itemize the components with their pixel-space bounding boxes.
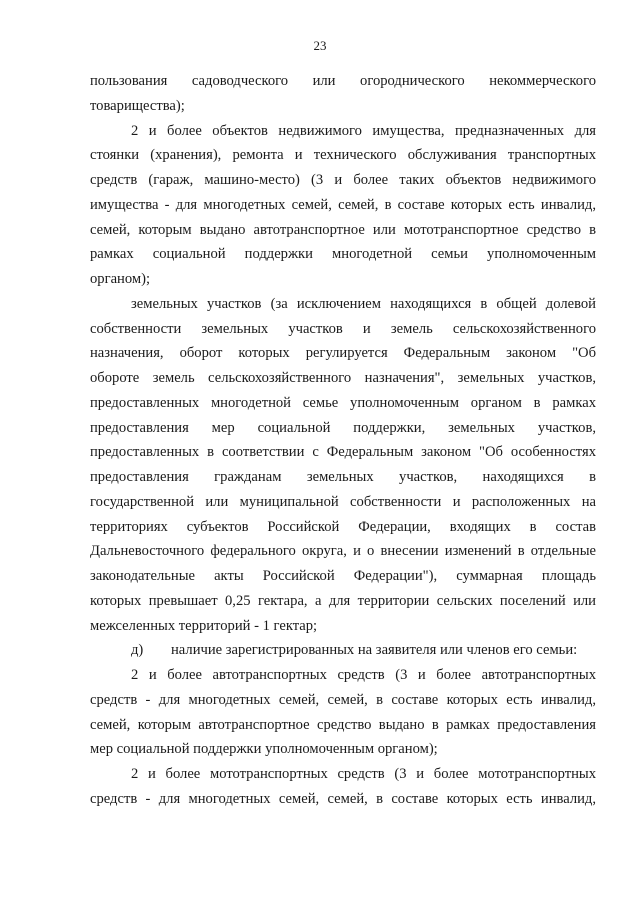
text-line: товарищества); [90, 97, 185, 114]
text-line: имущества - для многодетных семей, семей, в составе которых есть инвалид, [90, 196, 596, 213]
text-line: предоставленных многодетной семье уполномоченным органом в рамках [90, 394, 596, 411]
document-body [90, 69, 596, 812]
paragraph-garage-objects [90, 119, 596, 292]
paragraph-auto-vehicles [90, 663, 596, 762]
text-line: пользования садоводческого или огороднического некоммерческого [90, 73, 596, 89]
list-item-d [90, 638, 596, 663]
page-number: 23 [313, 38, 327, 53]
paragraph-moto-vehicles [90, 762, 596, 812]
text-line: органом); [90, 271, 151, 287]
text-line: Дальневосточного федерального округа, и о внесении изменений в отдельные [90, 543, 596, 560]
text-line [90, 638, 596, 663]
text-line: обороте земель сельскохозяйственного назначения", земельных участков, [90, 370, 596, 386]
text-line: земельных участков (за исключением находящихся в общей долевой [131, 295, 596, 312]
text-line: государственной или муниципальной собственности и расположенных на [90, 493, 596, 510]
paragraph-land-plots [90, 292, 596, 639]
text-line: стоянки (хранения), ремонта и технического обслуживания транспортных [90, 147, 596, 164]
text-line: средств - для многодетных семей, семей, в составе которых есть инвалид, [90, 790, 596, 807]
text-line: собственности земельных участков и земель сельскохозяйственного [90, 320, 596, 337]
text-line: 2 и более объектов недвижимого имущества, предназначенных для [131, 122, 596, 139]
text-line: которых превышает 0,25 гектара, а для территории сельских поселений или [90, 592, 596, 609]
text-line: предоставления гражданам земельных участков, находящихся в [90, 469, 596, 485]
text-line: средств - для многодетных семей, семей, в составе которых есть инвалид, [90, 691, 596, 708]
text-line: мер социальной поддержки уполномоченным органом); [90, 741, 438, 758]
list-item-text: наличие зарегистрированных на заявителя или членов его семьи: [171, 642, 578, 659]
text-line: средств (гараж, машино-место) (3 и более таких объектов недвижимого [90, 172, 596, 188]
list-marker: д) [131, 642, 144, 659]
text-line: предоставления мер социальной поддержки, земельных участков, [90, 419, 596, 436]
text-line: территориях субъектов Российской Федерации, входящих в состав [90, 518, 596, 535]
text-line: межселенных территорий - 1 гектар; [90, 617, 318, 634]
text-line: семей, которым выдано автотранспортное или мототранспортное средство в [90, 221, 596, 238]
text-line: законодательные акты Российской Федерации"), суммарная площадь [90, 568, 596, 584]
text-line: рамках социальной поддержки многодетной семьи уполномоченным [90, 246, 596, 263]
text-line: 2 и более мототранспортных средств (3 и более мототранспортных [131, 766, 596, 782]
paragraph-continuation [90, 69, 596, 119]
text-line: семей, которым автотранспортное средство выдано в рамках предоставления [90, 716, 596, 733]
text-line: предоставленных в соответствии с Федеральным законом "Об особенностях [90, 444, 596, 461]
text-line: 2 и более автотранспортных средств (3 и более автотранспортных [131, 667, 596, 683]
text-line: назначения, оборот которых регулируется Федеральным законом "Об [90, 345, 596, 362]
